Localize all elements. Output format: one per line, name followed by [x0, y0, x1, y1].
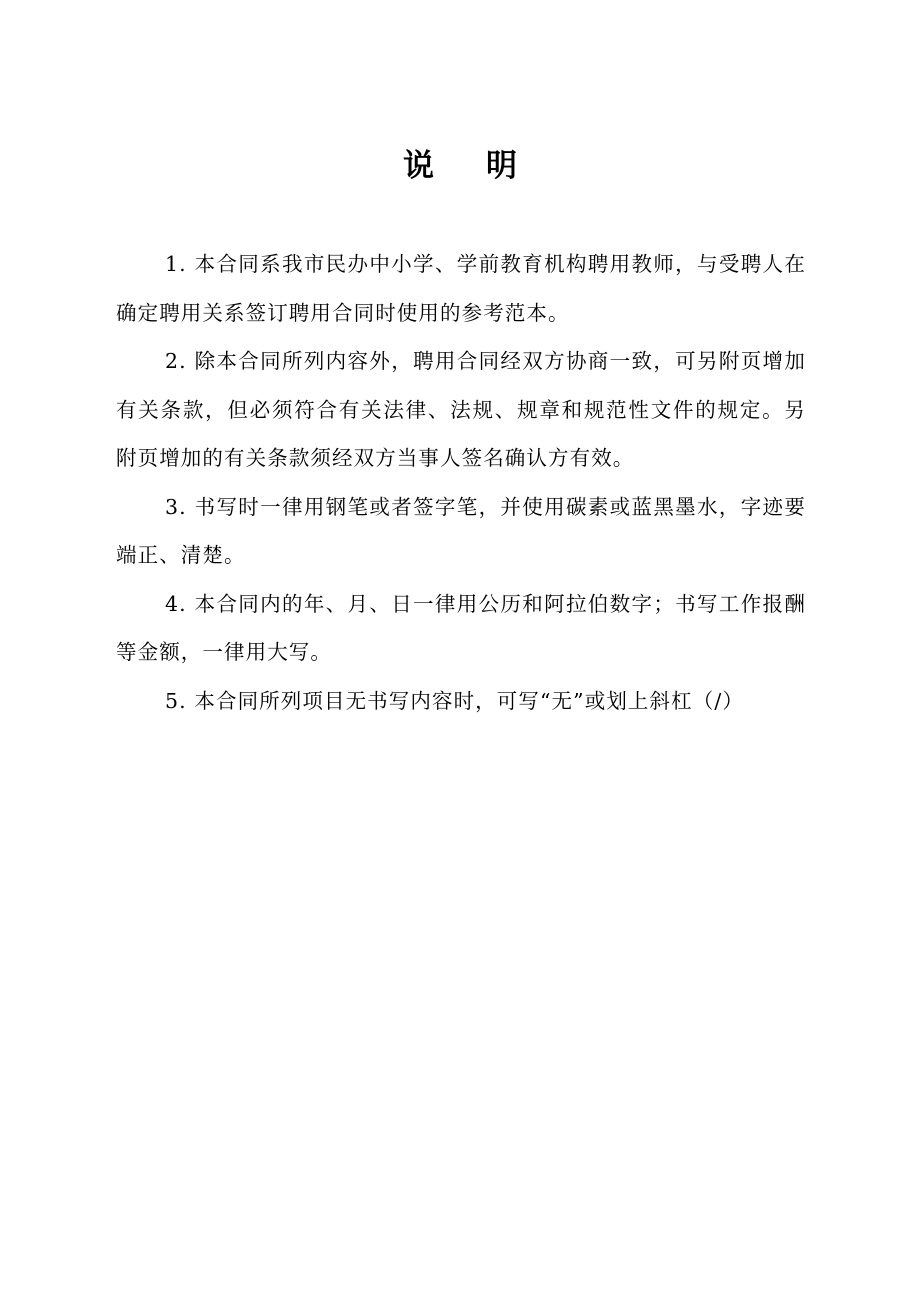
instructions-body: [116, 240, 806, 725]
instruction-item-2: 2. 除本合同所列内容外，聘用合同经双方协商一致，可另附页增加有关条款，但必须符合有关法律、法规、规章和规范性文件的规定。另附页增加的有关条款须经双方当事人签名确认方有效。: [116, 349, 806, 470]
page-title: 说明: [403, 148, 569, 184]
instruction-item-3: 3. 书写时一律用钢笔或者签字笔，并使用碳素或蓝黑墨水，字迹要端正、清楚。: [116, 494, 806, 567]
instruction-item-5: 5. 本合同所列项目无书写内容时，可写“无”或划上斜杠（/）: [165, 688, 744, 713]
instruction-item-1: 1. 本合同系我市民办中小学、学前教育机构聘用教师，与受聘人在确定聘用关系签订聘用合同时使用的参考范本。: [116, 252, 806, 325]
instruction-item-4: 4. 本合同内的年、月、日一律用公历和阿拉伯数字；书写工作报酬等金额，一律用大写。: [116, 591, 806, 664]
